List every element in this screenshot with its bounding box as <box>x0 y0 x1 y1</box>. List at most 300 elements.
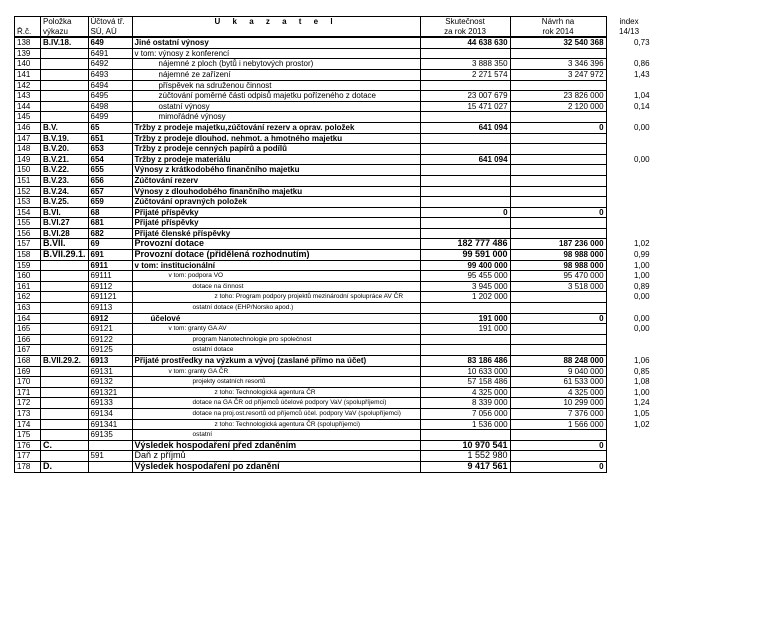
header-index: index <box>619 16 639 26</box>
proposal-2014-cell: 0 <box>510 313 606 324</box>
account-cell: 69 <box>88 239 132 250</box>
account-cell: 6499 <box>88 112 132 123</box>
row-number: 141 <box>15 69 41 80</box>
row-number: 164 <box>15 313 41 324</box>
indicator-cell: v tom: granty GA ČR <box>132 366 420 377</box>
polozka-cell <box>41 80 89 91</box>
account-cell: 691321 <box>88 387 132 398</box>
actual-2013-cell: 1 202 000 <box>420 292 510 303</box>
row-number: 161 <box>15 281 41 292</box>
index-cell <box>606 112 664 123</box>
row-number: 151 <box>15 175 41 186</box>
index-cell: 1,00 <box>633 271 650 281</box>
proposal-2014-cell <box>510 292 606 303</box>
actual-2013-cell: 99 400 000 <box>420 260 510 271</box>
account-cell: 682 <box>88 228 132 239</box>
account-cell: 69131 <box>88 366 132 377</box>
table-row <box>15 250 665 261</box>
index-cell <box>606 165 664 176</box>
actual-2013-cell: 95 455 000 <box>420 271 510 282</box>
indicator-cell: v tom: podpora VO <box>132 271 420 282</box>
account-cell: 653 <box>88 144 132 155</box>
indicator-cell: ostatní výnosy <box>132 101 420 112</box>
header-su-au: SÚ, AÚ <box>88 27 132 38</box>
account-cell: 655 <box>88 165 132 176</box>
account-cell: 69122 <box>88 334 132 345</box>
row-number: 167 <box>15 345 41 356</box>
proposal-2014-cell: 4 325 000 <box>510 387 606 398</box>
actual-2013-cell <box>420 218 510 229</box>
polozka-cell <box>41 271 89 282</box>
polozka-cell <box>41 387 89 398</box>
header-ucet: Účtová tř. <box>88 17 132 27</box>
table-row <box>15 165 665 176</box>
polozka-cell: B.V.22. <box>41 165 89 176</box>
indicator-cell: v tom: institucionální <box>132 260 420 271</box>
actual-2013-cell: 191 000 <box>420 313 510 324</box>
table-row <box>15 101 665 112</box>
polozka-cell <box>41 260 89 271</box>
index-cell <box>606 440 664 451</box>
actual-2013-cell: 10 633 000 <box>420 366 510 377</box>
account-cell: 69113 <box>88 303 132 314</box>
indicator-cell: Jiné ostatní výnosy <box>132 37 420 48</box>
account-cell: 6493 <box>88 69 132 80</box>
table-row <box>15 144 665 155</box>
table-row <box>15 271 665 282</box>
actual-2013-cell: 83 186 486 <box>420 356 510 367</box>
table-row <box>15 59 665 70</box>
account-cell: 6492 <box>88 59 132 70</box>
polozka-cell <box>41 292 89 303</box>
row-number: 145 <box>15 112 41 123</box>
account-cell: 649 <box>88 37 132 48</box>
account-cell: 65 <box>88 122 132 133</box>
table-row <box>15 281 665 292</box>
proposal-2014-cell <box>510 345 606 356</box>
actual-2013-cell <box>420 228 510 239</box>
index-cell <box>606 303 664 314</box>
index-cell: 0,00 <box>633 122 650 132</box>
index-cell <box>606 430 664 441</box>
table-row <box>15 356 665 367</box>
account-cell: 6913 <box>88 356 132 367</box>
actual-2013-cell <box>420 197 510 208</box>
table-row <box>15 451 665 462</box>
polozka-cell <box>41 345 89 356</box>
actual-2013-cell: 10 970 541 <box>420 440 510 451</box>
row-number: 170 <box>15 377 41 388</box>
actual-2013-cell: 3 945 000 <box>420 281 510 292</box>
table-row <box>15 133 665 144</box>
proposal-2014-cell: 61 533 000 <box>510 377 606 388</box>
index-cell: 0,14 <box>633 101 650 111</box>
account-cell: 69125 <box>88 345 132 356</box>
table-row <box>15 218 665 229</box>
row-number: 169 <box>15 366 41 377</box>
index-cell: 0,00 <box>633 292 650 302</box>
actual-2013-cell <box>420 80 510 91</box>
indicator-cell: dotace na činnost <box>132 281 420 292</box>
actual-2013-cell <box>420 112 510 123</box>
header-navrh: Návrh na <box>510 17 606 27</box>
header-year-2013: za rok 2013 <box>420 27 510 38</box>
actual-2013-cell <box>420 430 510 441</box>
indicator-cell: z toho: Technologická agentura ČR <box>132 387 420 398</box>
indicator-cell: Výsledek hospodaření po zdanění <box>132 461 420 472</box>
actual-2013-cell <box>420 303 510 314</box>
table-row <box>15 91 665 102</box>
proposal-2014-cell: 95 470 000 <box>510 271 606 282</box>
polozka-cell <box>41 281 89 292</box>
actual-2013-cell: 8 339 000 <box>420 398 510 409</box>
indicator-cell: nájemné z ploch (bytů i nebytových prostor) <box>132 59 420 70</box>
proposal-2014-cell <box>510 133 606 144</box>
index-cell: 0,00 <box>633 324 650 334</box>
proposal-2014-cell <box>510 324 606 335</box>
actual-2013-cell <box>420 48 510 59</box>
indicator-cell: z toho: Program podpory projektů mezinárodní spolupráce AV ČR <box>132 292 420 303</box>
index-cell: 1,24 <box>633 398 650 408</box>
table-row <box>15 303 665 314</box>
polozka-cell: B.IV.18. <box>41 37 89 48</box>
indicator-cell: Výnosy z dlouhodobého finančního majetku <box>132 186 420 197</box>
polozka-cell: B.VI.28 <box>41 228 89 239</box>
actual-2013-cell: 57 158 486 <box>420 377 510 388</box>
row-number: 162 <box>15 292 41 303</box>
account-cell: 69132 <box>88 377 132 388</box>
actual-2013-cell: 0 <box>420 207 510 218</box>
indicator-cell: Přijaté členské příspěvky <box>132 228 420 239</box>
row-number: 155 <box>15 218 41 229</box>
index-cell: 0,73 <box>633 37 650 47</box>
account-cell: 69111 <box>88 271 132 282</box>
table-row <box>15 186 665 197</box>
index-cell: 1,02 <box>633 239 650 249</box>
account-cell: 68 <box>88 207 132 218</box>
polozka-cell <box>41 366 89 377</box>
table-row <box>15 313 665 324</box>
indicator-cell: Provozní dotace <box>132 239 420 250</box>
proposal-2014-cell: 88 248 000 <box>510 356 606 367</box>
row-number: 157 <box>15 239 41 250</box>
polozka-cell <box>41 101 89 112</box>
table-row <box>15 430 665 441</box>
actual-2013-cell <box>420 186 510 197</box>
account-cell: 681 <box>88 218 132 229</box>
header-index-ratio: 14/13 <box>619 27 640 37</box>
polozka-cell: B.V.20. <box>41 144 89 155</box>
table-row <box>15 122 665 133</box>
row-number: 158 <box>15 250 41 261</box>
table-row <box>15 334 665 345</box>
index-cell <box>606 334 664 345</box>
table-row <box>15 398 665 409</box>
row-number: 156 <box>15 228 41 239</box>
polozka-cell <box>41 112 89 123</box>
actual-2013-cell: 3 888 350 <box>420 59 510 70</box>
polozka-cell: B.V. <box>41 122 89 133</box>
indicator-cell: ostatní dotace (EHP/Norsko apod.) <box>132 303 420 314</box>
row-number: 160 <box>15 271 41 282</box>
account-cell: 69112 <box>88 281 132 292</box>
actual-2013-cell: 191 000 <box>420 324 510 335</box>
table-row <box>15 387 665 398</box>
polozka-cell <box>41 69 89 80</box>
proposal-2014-cell <box>510 154 606 165</box>
actual-2013-cell: 23 007 679 <box>420 91 510 102</box>
indicator-cell: Provozní dotace (přidělená rozhodnutím) <box>132 250 420 261</box>
table-row <box>15 48 665 59</box>
indicator-cell: Zúčtování opravných položek <box>132 197 420 208</box>
index-cell: 0,99 <box>633 250 650 260</box>
proposal-2014-cell: 9 040 000 <box>510 366 606 377</box>
indicator-cell: Přijaté prostředky na výzkum a vývoj (zaslané přímo na účet) <box>132 356 420 367</box>
index-cell: 1,43 <box>633 69 650 79</box>
table-header <box>15 17 665 38</box>
account-cell: 657 <box>88 186 132 197</box>
proposal-2014-cell <box>510 334 606 345</box>
polozka-cell <box>41 408 89 419</box>
proposal-2014-cell: 3 346 396 <box>510 59 606 70</box>
index-cell <box>606 218 664 229</box>
row-number: 177 <box>15 451 41 462</box>
table-row <box>15 324 665 335</box>
proposal-2014-cell <box>510 112 606 123</box>
index-cell: 1,05 <box>633 408 650 418</box>
polozka-cell <box>41 430 89 441</box>
indicator-cell: Výnosy z krátkodobého finančního majetku <box>132 165 420 176</box>
indicator-cell: ostatní dotace <box>132 345 420 356</box>
table-row <box>15 207 665 218</box>
polozka-cell: B.VI.27 <box>41 218 89 229</box>
account-cell: 69121 <box>88 324 132 335</box>
row-number: 149 <box>15 154 41 165</box>
actual-2013-cell <box>420 165 510 176</box>
index-cell <box>606 207 664 218</box>
index-cell <box>606 228 664 239</box>
actual-2013-cell: 1 536 000 <box>420 419 510 430</box>
index-cell: 0,00 <box>633 313 650 323</box>
indicator-cell: nájemné ze zařízení <box>132 69 420 80</box>
actual-2013-cell: 7 056 000 <box>420 408 510 419</box>
row-number: 143 <box>15 91 41 102</box>
proposal-2014-cell <box>510 80 606 91</box>
account-cell: 659 <box>88 197 132 208</box>
proposal-2014-cell: 23 826 000 <box>510 91 606 102</box>
polozka-cell <box>41 334 89 345</box>
polozka-cell: B.V.21. <box>41 154 89 165</box>
header-polozka: Položka <box>41 17 89 27</box>
row-number: 146 <box>15 122 41 133</box>
indicator-cell: ostatní <box>132 430 420 441</box>
account-cell: 651 <box>88 133 132 144</box>
header-year-2014: rok 2014 <box>510 27 606 38</box>
row-number: 174 <box>15 419 41 430</box>
actual-2013-cell: 182 777 486 <box>420 239 510 250</box>
polozka-cell: C. <box>41 440 89 451</box>
proposal-2014-cell: 0 <box>510 440 606 451</box>
index-cell <box>606 345 664 356</box>
proposal-2014-cell: 1 566 000 <box>510 419 606 430</box>
table-row <box>15 228 665 239</box>
actual-2013-cell: 641 094 <box>420 154 510 165</box>
index-cell: 1,00 <box>633 260 650 270</box>
row-number: 148 <box>15 144 41 155</box>
polozka-cell <box>41 91 89 102</box>
index-cell: 1,02 <box>633 419 650 429</box>
actual-2013-cell: 641 094 <box>420 122 510 133</box>
index-cell: 0,86 <box>633 59 650 69</box>
proposal-2014-cell <box>510 48 606 59</box>
table-row <box>15 197 665 208</box>
account-cell: 6911 <box>88 260 132 271</box>
indicator-cell: Daň z příjmů <box>132 451 420 462</box>
polozka-cell <box>41 48 89 59</box>
indicator-cell: v tom: výnosy z konferencí <box>132 48 420 59</box>
indicator-cell: Tržby z prodeje dlouhod. nehmot. a hmotného majetku <box>132 133 420 144</box>
row-number: 171 <box>15 387 41 398</box>
row-number: 168 <box>15 356 41 367</box>
proposal-2014-cell: 3 247 972 <box>510 69 606 80</box>
polozka-cell <box>41 324 89 335</box>
row-number: 150 <box>15 165 41 176</box>
table-row <box>15 37 665 48</box>
row-number: 165 <box>15 324 41 335</box>
actual-2013-cell: 99 591 000 <box>420 250 510 261</box>
proposal-2014-cell: 0 <box>510 207 606 218</box>
table-row <box>15 408 665 419</box>
actual-2013-cell: 44 638 630 <box>420 37 510 48</box>
polozka-cell: B.V.25. <box>41 197 89 208</box>
proposal-2014-cell: 7 376 000 <box>510 408 606 419</box>
indicator-cell: účelové <box>132 313 420 324</box>
proposal-2014-cell: 2 120 000 <box>510 101 606 112</box>
row-number: 166 <box>15 334 41 345</box>
proposal-2014-cell <box>510 197 606 208</box>
index-cell: 1,08 <box>633 377 650 387</box>
budget-table <box>14 16 665 473</box>
table-row <box>15 260 665 271</box>
table-row <box>15 69 665 80</box>
header-vykazu: výkazu <box>41 27 89 38</box>
table-row <box>15 366 665 377</box>
actual-2013-cell <box>420 334 510 345</box>
index-cell <box>606 175 664 186</box>
polozka-cell <box>41 377 89 388</box>
polozka-cell <box>41 419 89 430</box>
indicator-cell: mimořádné výnosy <box>132 112 420 123</box>
account-cell: 591 <box>88 451 132 462</box>
actual-2013-cell: 15 471 027 <box>420 101 510 112</box>
row-number: 152 <box>15 186 41 197</box>
actual-2013-cell <box>420 345 510 356</box>
account-cell: 69134 <box>88 408 132 419</box>
index-cell <box>606 80 664 91</box>
polozka-cell: B.VI. <box>41 207 89 218</box>
index-cell <box>606 144 664 155</box>
actual-2013-cell: 9 417 561 <box>420 461 510 472</box>
indicator-cell: Tržby z prodeje cenných papírů a podílů <box>132 144 420 155</box>
indicator-cell: Výsledek hospodaření před zdaněním <box>132 440 420 451</box>
row-number: 142 <box>15 80 41 91</box>
table-body <box>15 37 665 472</box>
row-number: 139 <box>15 48 41 59</box>
account-cell: 656 <box>88 175 132 186</box>
polozka-cell: B.VII.29.2. <box>41 356 89 367</box>
indicator-cell: Přijaté příspěvky <box>132 218 420 229</box>
polozka-cell <box>41 313 89 324</box>
row-number: 173 <box>15 408 41 419</box>
index-cell: 1,06 <box>633 356 650 365</box>
proposal-2014-cell: 10 299 000 <box>510 398 606 409</box>
indicator-cell: dotace na GA ČR od příjemců účelové podpory VaV (spolupříjemci) <box>132 398 420 409</box>
polozka-cell <box>41 303 89 314</box>
index-cell: 0,00 <box>633 154 650 164</box>
row-number: 147 <box>15 133 41 144</box>
table-row <box>15 345 665 356</box>
row-number: 140 <box>15 59 41 70</box>
account-cell: 691 <box>88 250 132 261</box>
header-rc-blank <box>15 17 41 27</box>
indicator-cell: Tržby z prodeje majetku,zúčtování rezerv a oprav. položek <box>132 122 420 133</box>
account-cell: 691341 <box>88 419 132 430</box>
account-cell: 6495 <box>88 91 132 102</box>
account-cell: 6491 <box>88 48 132 59</box>
proposal-2014-cell: 98 988 000 <box>510 250 606 261</box>
polozka-cell: B.V.23. <box>41 175 89 186</box>
index-cell: 1,04 <box>633 91 650 101</box>
index-cell <box>606 451 664 462</box>
indicator-cell: Tržby z prodeje materiálu <box>132 154 420 165</box>
header-ukazatel: U k a z a t e l <box>132 17 420 27</box>
row-number: 138 <box>15 37 41 48</box>
proposal-2014-cell <box>510 451 606 462</box>
account-cell <box>88 461 132 472</box>
proposal-2014-cell: 3 518 000 <box>510 281 606 292</box>
index-cell <box>606 133 664 144</box>
proposal-2014-cell <box>510 303 606 314</box>
row-number: 176 <box>15 440 41 451</box>
actual-2013-cell: 2 271 574 <box>420 69 510 80</box>
polozka-cell <box>41 59 89 70</box>
indicator-cell: Zúčtování rezerv <box>132 175 420 186</box>
proposal-2014-cell <box>510 165 606 176</box>
index-cell: 1,00 <box>633 387 650 397</box>
polozka-cell: D. <box>41 461 89 472</box>
indicator-cell: v tom: granty GA AV <box>132 324 420 335</box>
row-number: 172 <box>15 398 41 409</box>
index-cell <box>606 48 664 59</box>
indicator-cell: program Nanotechnologie pro společnost <box>132 334 420 345</box>
table-row <box>15 377 665 388</box>
index-cell <box>606 186 664 197</box>
index-cell <box>606 197 664 208</box>
indicator-cell: příspěvek na sdruženou činnost <box>132 80 420 91</box>
indicator-cell: projekty ostatních resortů <box>132 377 420 388</box>
row-number: 178 <box>15 461 41 472</box>
account-cell: 691121 <box>88 292 132 303</box>
index-cell: 0,85 <box>633 366 650 376</box>
actual-2013-cell <box>420 133 510 144</box>
row-number: 154 <box>15 207 41 218</box>
proposal-2014-cell <box>510 186 606 197</box>
account-cell: 69135 <box>88 430 132 441</box>
proposal-2014-cell: 98 988 000 <box>510 260 606 271</box>
row-number: 153 <box>15 197 41 208</box>
header-ukazatel-blank <box>132 27 420 38</box>
proposal-2014-cell: 0 <box>510 461 606 472</box>
